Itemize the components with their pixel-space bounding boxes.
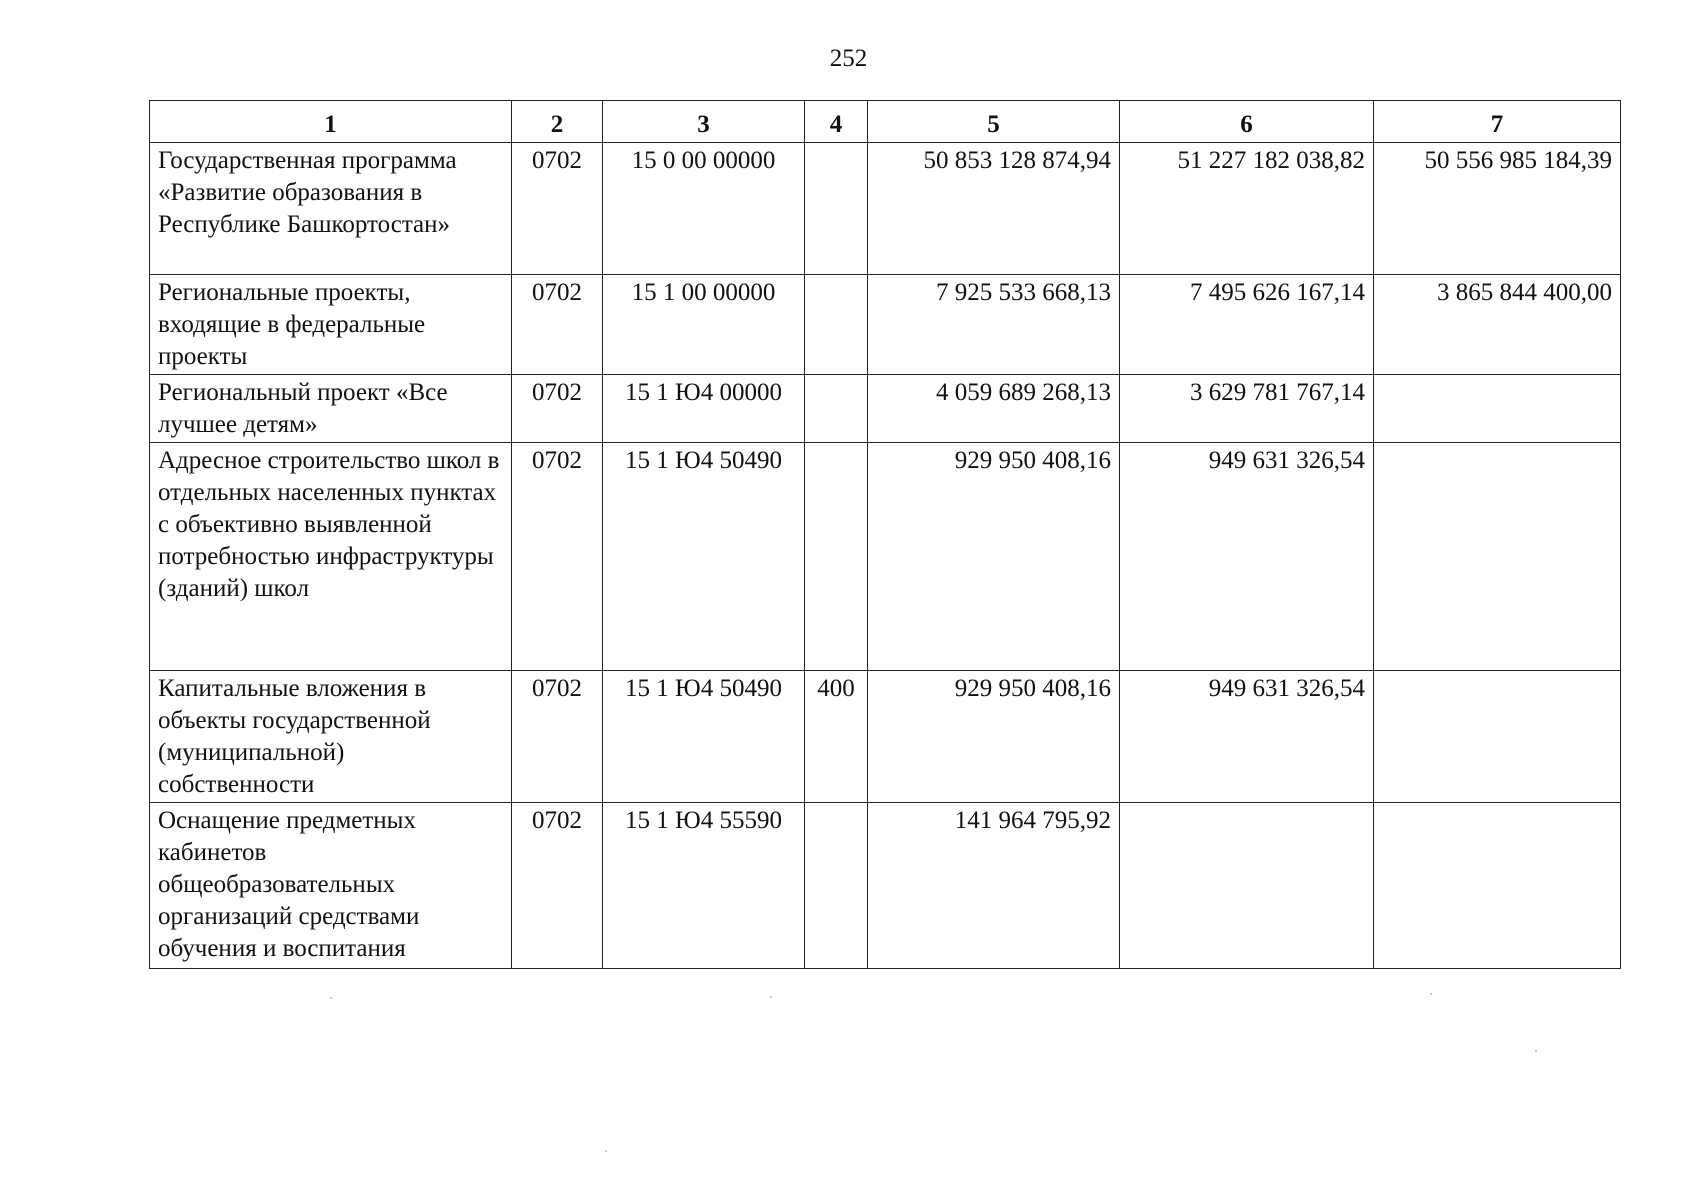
row-expense-type [805,803,868,969]
column-header-2: 2 [512,101,603,143]
scan-speck [1430,993,1432,995]
header-row [150,101,1621,143]
table-row [150,443,1621,671]
column-header-1: 1 [150,101,512,143]
row-sum-3 [1374,443,1621,671]
row-sum-2: 7 495 626 167,14 [1120,275,1374,375]
column-header-5: 5 [868,101,1120,143]
row-name: Оснащение предметных кабинетов общеобразовательных организаций средствами обучения и воспитания [150,803,512,969]
row-expense-type: 400 [805,671,868,803]
budget-table [149,100,1621,969]
row-section: 0702 [512,443,603,671]
row-sum-3 [1374,671,1621,803]
scan-speck [1535,1050,1537,1052]
row-section: 0702 [512,143,603,275]
page-number: 252 [829,45,868,72]
row-section: 0702 [512,803,603,969]
row-sum-2: 949 631 326,54 [1120,443,1374,671]
row-name: Региональные проекты, входящие в федеральные проекты [150,275,512,375]
row-sum-1: 7 925 533 668,13 [868,275,1120,375]
row-name: Региональный проект «Все лучшее детям» [150,375,512,443]
scan-speck [605,1150,607,1152]
scan-speck [770,996,772,998]
row-sum-1: 141 964 795,92 [868,803,1120,969]
row-expense-type [805,375,868,443]
row-sum-1: 929 950 408,16 [868,443,1120,671]
row-sum-2: 51 227 182 038,82 [1120,143,1374,275]
row-sum-3: 50 556 985 184,39 [1374,143,1621,275]
row-expense-type [805,143,868,275]
table-row [150,671,1621,803]
row-sum-3: 3 865 844 400,00 [1374,275,1621,375]
row-section: 0702 [512,671,603,803]
table-row [150,143,1621,275]
row-target-code: 15 1 Ю4 00000 [603,375,805,443]
row-name: Государственная программа «Развитие образования в Республике Башкортостан» [150,143,512,275]
row-section: 0702 [512,275,603,375]
table-row [150,375,1621,443]
row-sum-2: 949 631 326,54 [1120,671,1374,803]
column-header-7: 7 [1374,101,1621,143]
row-sum-1: 929 950 408,16 [868,671,1120,803]
scan-speck [330,997,332,999]
row-sum-3 [1374,375,1621,443]
row-target-code: 15 1 Ю4 50490 [603,443,805,671]
table-row [150,275,1621,375]
row-expense-type [805,443,868,671]
row-sum-1: 4 059 689 268,13 [868,375,1120,443]
table-row [150,803,1621,969]
row-target-code: 15 1 00 00000 [603,275,805,375]
row-sum-3 [1374,803,1621,969]
row-expense-type [805,275,868,375]
row-sum-1: 50 853 128 874,94 [868,143,1120,275]
row-section: 0702 [512,375,603,443]
column-header-6: 6 [1120,101,1374,143]
row-sum-2 [1120,803,1374,969]
row-name: Капитальные вложения в объекты государственной (муниципальной) собственности [150,671,512,803]
row-target-code: 15 1 Ю4 55590 [603,803,805,969]
row-name: Адресное строительство школ в отдельных населенных пунктах с объективно выявленной потребностью инфраструктуры (зданий) школ [150,443,512,671]
row-target-code: 15 0 00 00000 [603,143,805,275]
column-header-4: 4 [805,101,868,143]
column-header-3: 3 [603,101,805,143]
row-sum-2: 3 629 781 767,14 [1120,375,1374,443]
row-target-code: 15 1 Ю4 50490 [603,671,805,803]
